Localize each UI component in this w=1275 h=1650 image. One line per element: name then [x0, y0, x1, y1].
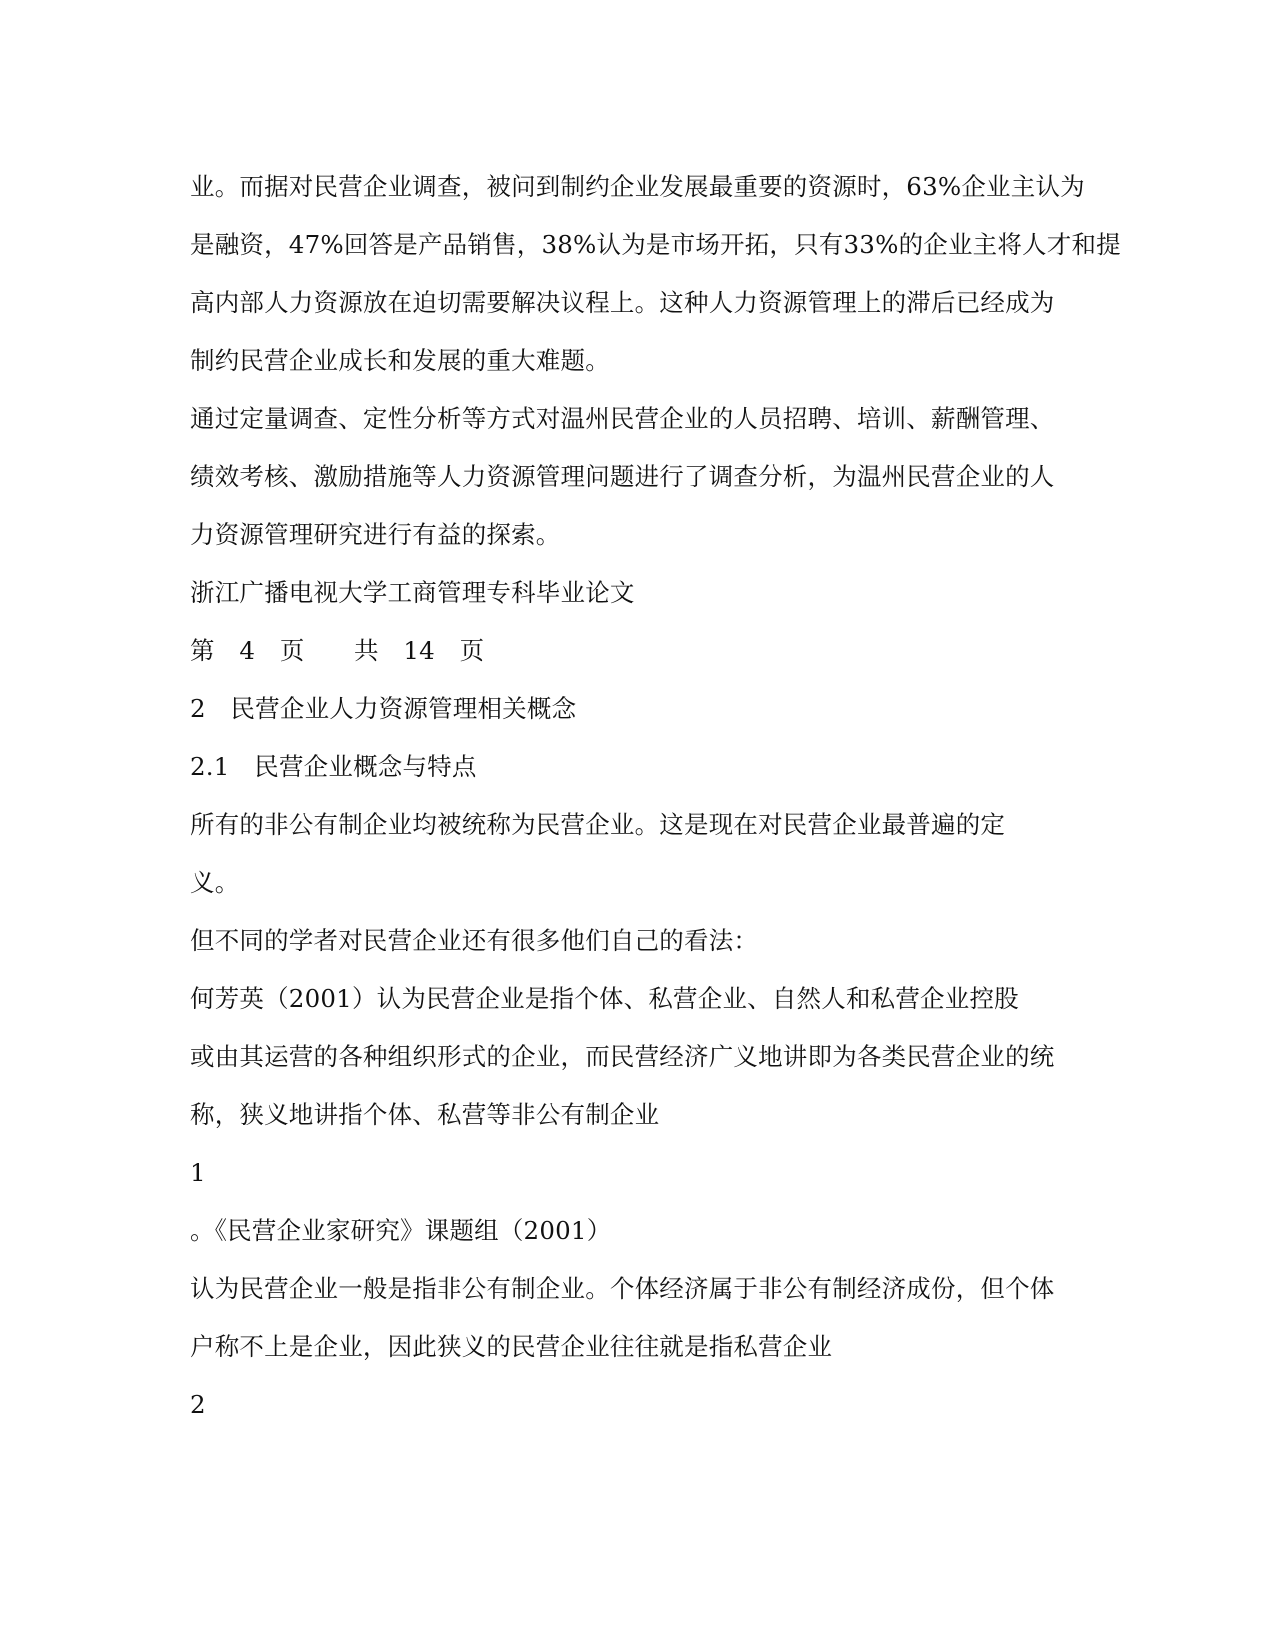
text-line: 或由其运营的各种组织形式的企业，而民营经济广义地讲即为各类民营企业的统: [190, 1042, 1055, 1071]
text-line: 力资源管理研究进行有益的探索。: [190, 520, 561, 549]
text-line: 绩效考核、激励措施等人力资源管理问题进行了调查分析，为温州民营企业的人: [190, 462, 1055, 491]
text-line: 高内部人力资源放在迫切需要解决议程上。这种人力资源管理上的滞后已经成为: [190, 288, 1055, 317]
subsection-heading: 2.1 民营企业概念与特点: [190, 752, 477, 781]
text-line: 业。而据对民营企业调查，被问到制约企业发展最重要的资源时，63%企业主认为: [190, 172, 1085, 201]
text-line: 。《民营企业家研究》课题组（2001）: [190, 1216, 612, 1245]
text-line: 何芳英（2001）认为民营企业是指个体、私营企业、自然人和私营企业控股: [190, 984, 1019, 1013]
text-line: 称，狭义地讲指个体、私营等非公有制企业: [190, 1100, 660, 1129]
text-line: 通过定量调查、定性分析等方式对温州民营企业的人员招聘、培训、薪酬管理、: [190, 404, 1055, 433]
text-line: 户称不上是企业，因此狭义的民营企业往往就是指私营企业: [190, 1332, 833, 1361]
text-line: 义。: [190, 868, 240, 897]
text-line: 但不同的学者对民营企业还有很多他们自己的看法：: [190, 926, 759, 955]
footnote-marker: 1: [190, 1158, 206, 1187]
text-line: 所有的非公有制企业均被统称为民营企业。这是现在对民营企业最普遍的定: [190, 810, 1006, 839]
section-heading: 2 民营企业人力资源管理相关概念: [190, 694, 577, 723]
text-line: 认为民营企业一般是指非公有制企业。个体经济属于非公有制经济成份，但个体: [190, 1274, 1055, 1303]
running-header: 浙江广播电视大学工商管理专科毕业论文: [190, 578, 635, 607]
text-line: 是融资，47%回答是产品销售，38%认为是市场开拓，只有33%的企业主将人才和提: [190, 230, 1121, 259]
text-line: 制约民营企业成长和发展的重大难题。: [190, 346, 610, 375]
footnote-marker: 2: [190, 1390, 206, 1419]
page-number: 第 4 页 共 14 页: [190, 636, 485, 665]
